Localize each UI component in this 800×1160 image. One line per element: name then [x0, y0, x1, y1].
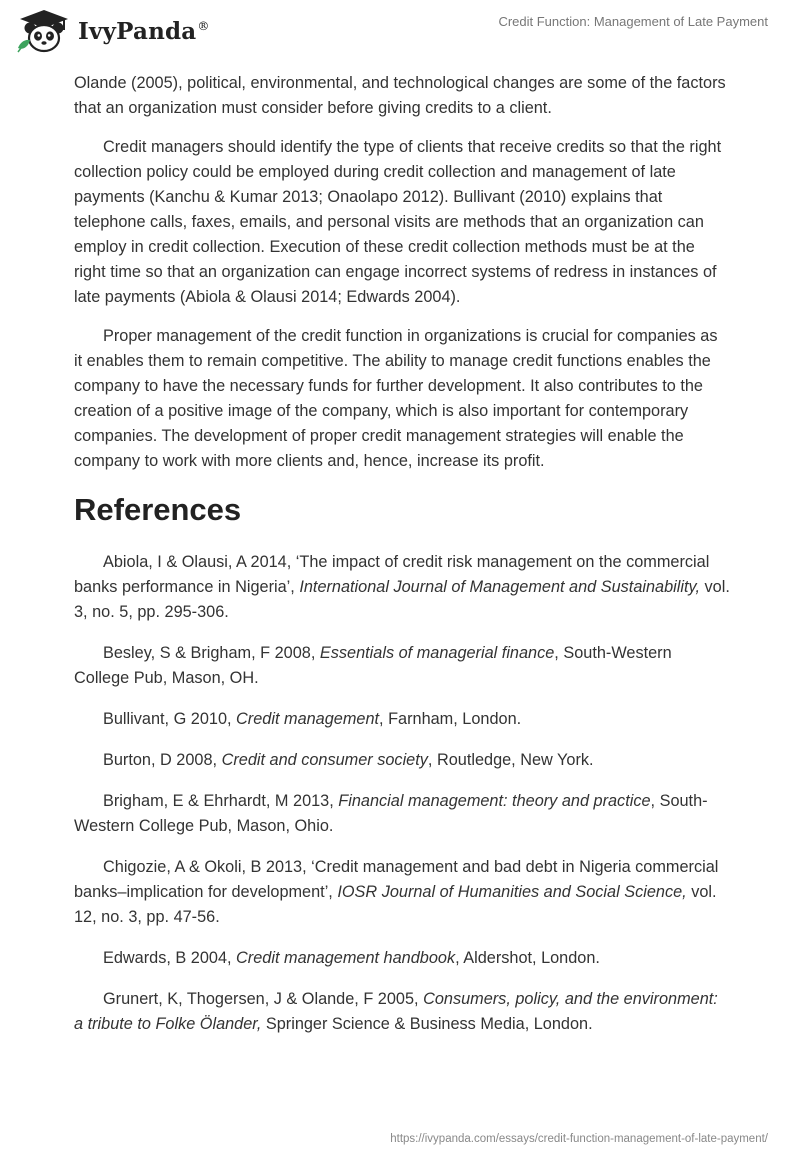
body-paragraph: Proper management of the credit function in organizations is crucial for companies as it enables them to remain competitive. The ability to manage credit functions enables the company to have the necessary funds for further development. It also contributes to the creation of a positive image of the company, which is also important for contemporary companies. The development of proper credit management strategies will enable the company to work with more clients and, hence, increase its profit. [74, 327, 718, 470]
page-header [0, 0, 800, 62]
reference-item: Besley, S & Brigham, F 2008, Essentials of managerial finance, South-Western College Pub, Mason, OH. [74, 644, 672, 687]
body-paragraph: Olande (2005), political, environmental, and technological changes are some of the factors that an organization must consider before giving credits to a client. [74, 74, 726, 117]
source-url[interactable]: https://ivypanda.com/essays/credit-function-management-of-late-payment/ [390, 1133, 768, 1145]
essay-content [74, 71, 730, 1053]
brand-name[interactable]: IvyPanda® [78, 18, 210, 45]
reference-item: Chigozie, A & Okoli, B 2013, ‘Credit management and bad debt in Nigeria commercial banks–implication for development’, IOSR Journal of Humanities and Social Science, vol. 12, no. 3, pp. 47-56. [74, 858, 719, 926]
body-paragraph: Credit managers should identify the type of clients that receive credits so that the right collection policy could be employed during credit collection and management of late payments (Kanchu & Kumar 2013; Onaolapo 2012). Bullivant (2010) explains that telephone calls, faxes, emails, and personal visits are methods that an organization can employ in credit collection. Execution of these credit collection methods must be at the right time so that an organization can engage incorrect systems of redress in instances of late payments (Abiola & Olausi 2014; Edwards 2004). [74, 138, 722, 306]
reference-item: Edwards, B 2004, Credit management handbook, Aldershot, London. [103, 949, 600, 967]
reference-item: Bullivant, G 2010, Credit management, Farnham, London. [103, 710, 522, 728]
reference-item: Brigham, E & Ehrhardt, M 2013, Financial management: theory and practice, South-Western College Pub, Mason, Ohio. [74, 792, 708, 835]
references-heading: References [74, 492, 242, 527]
ivypanda-logo-icon[interactable] [14, 8, 74, 54]
reference-item: Grunert, K, Thogersen, J & Olande, F 2005, Consumers, policy, and the environment: a tribute to Folke Ölander, Springer Science & Business Media, London. [74, 990, 718, 1033]
reference-item: Abiola, I & Olausi, A 2014, ‘The impact of credit risk management on the commercial banks performance in Nigeria’, International Journal of Management and Sustainability, vol. 3, no. 5, pp. 295-306. [74, 553, 730, 621]
reference-item: Burton, D 2008, Credit and consumer society, Routledge, New York. [103, 751, 594, 769]
document-title: Credit Function: Management of Late Payment [498, 14, 768, 29]
